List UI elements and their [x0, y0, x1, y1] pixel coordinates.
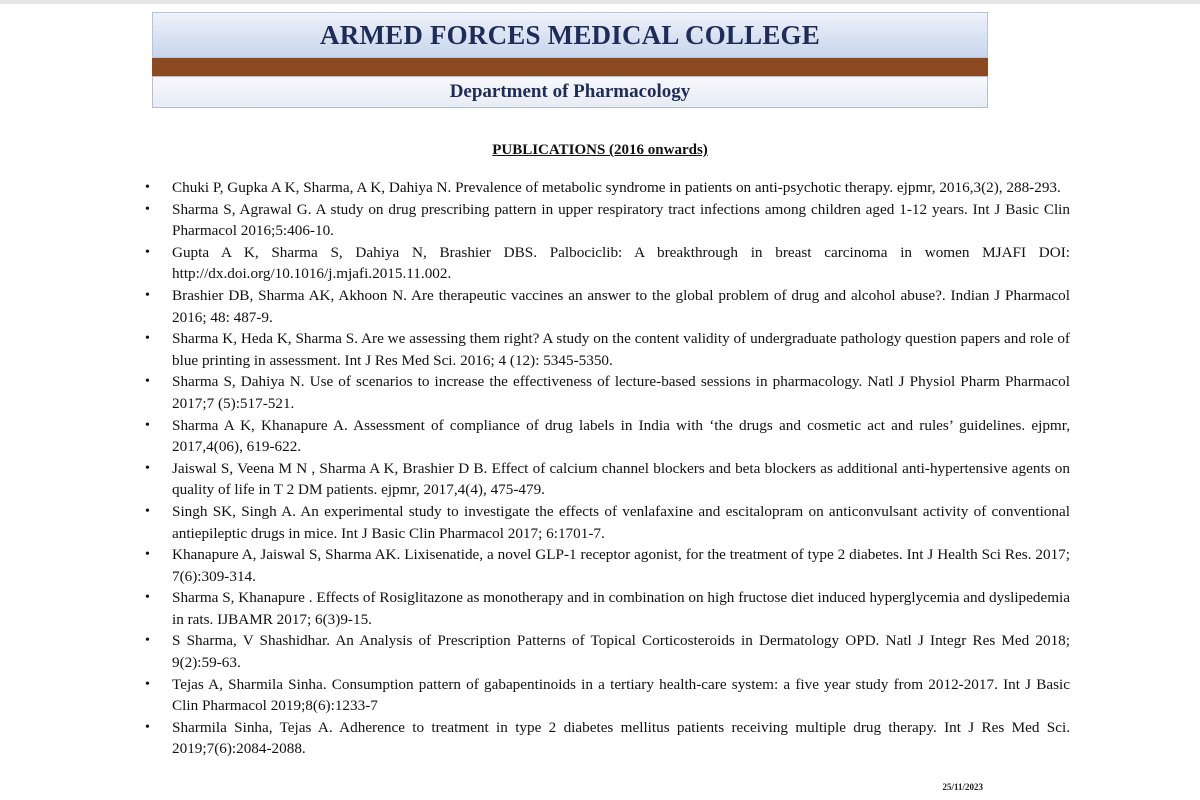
college-title-band [152, 12, 988, 58]
top-edge-line [0, 0, 1200, 4]
bullet-icon: • [145, 503, 150, 519]
bullet-icon: • [145, 719, 150, 735]
publication-citation: Jaiswal S, Veena M N , Sharma A K, Brashier D B. Effect of calcium channel blockers and beta blockers as additional anti-hypertensive agents on quality of life in T 2 DM patients. ejpmr, 2017,4(4), 475-479. [172, 459, 1070, 499]
department-band [152, 76, 988, 108]
bullet-icon: • [145, 287, 150, 303]
publication-citation: S Sharma, V Shashidhar. An Analysis of Prescription Patterns of Topical Corticosteroids in Dermatology OPD. Natl J Integr Res Med 2018; 9(2):59-63. [172, 632, 1070, 672]
publication-item [142, 544, 1070, 587]
publication-item [142, 199, 1070, 242]
bullet-icon: • [145, 633, 150, 649]
publication-citation: Sharma S, Dahiya N. Use of scenarios to increase the effectiveness of lecture-based sessions in pharmacology. Natl J Physiol Pharm Pharmacol 2017;7 (5):517-521. [172, 373, 1070, 412]
publication-citation: Brashier DB, Sharma AK, Akhoon N. Are therapeutic vaccines an answer to the global problem of drug and alcohol abuse?. Indian J Pharmacol 2016; 48: 487-9. [172, 286, 1070, 326]
department-title: Department of Pharmacology [449, 81, 691, 102]
bullet-icon: • [145, 590, 150, 606]
publication-citation: Sharma A K, Khanapure A. Assessment of compliance of drug labels in India with ‘the drugs and cosmetic act and rules’ guidelines. ejpmr, 2017,4(06), 619-622. [172, 416, 1070, 456]
publication-item [142, 177, 1070, 199]
publication-citation: Sharmila Sinha, Tejas A. Adherence to treatment in type 2 diabetes mellitus patients receiving multiple drug therapy. Int J Res Med Sci. 2019;7(6):2084-2088. [172, 718, 1070, 758]
publication-item [142, 501, 1070, 544]
bullet-icon: • [145, 244, 150, 260]
publication-item [142, 630, 1070, 673]
publication-item [142, 415, 1070, 458]
publications-heading: PUBLICATIONS (2016 onwards) [492, 142, 708, 158]
bullet-icon: • [145, 201, 150, 217]
publication-citation: Chuki P, Gupka A K, Sharma, A K, Dahiya N. Prevalence of metabolic syndrome in patients on anti-psychotic therapy. ejpmr, 2016,3(2), 288-293. [172, 179, 1061, 196]
publication-citation: Tejas A, Sharmila Sinha. Consumption pattern of gabapentinoids in a tertiary health-care system: a five year study from 2012-2017. Int J Basic Clin Pharmacol 2019;8(6):1233-7 [172, 675, 1070, 715]
publication-citation: Sharma S, Khanapure . Effects of Rosiglitazone as monotherapy and in combination on high fructose diet induced hyperglycemia and dyslipedemia in rats. IJBAMR 2017; 6(3)9-15. [172, 589, 1070, 628]
publication-item [142, 674, 1070, 717]
bullet-icon: • [145, 374, 150, 390]
bullet-icon: • [145, 547, 150, 563]
publication-list [142, 177, 1070, 760]
publication-citation: Singh SK, Singh A. An experimental study to investigate the effects of venlafaxine and escitalopram on anticonvulsant activity of conventional antiepileptic drugs in mice. Int J Basic Clin Pharmacol 2017; 6:1701-7. [172, 502, 1070, 542]
publication-item [142, 458, 1070, 501]
publication-citation: Sharma S, Agrawal G. A study on drug prescribing pattern in upper respiratory tract infections among children aged 1-12 years. Int J Basic Clin Pharmacol 2016;5:406-10. [172, 200, 1070, 240]
footer-date: 25/11/2023 [942, 782, 983, 792]
header-divider-bar [152, 58, 988, 76]
publication-citation: Sharma K, Heda K, Sharma S. Are we assessing them right? A study on the content validity of undergraduate pathology question papers and role of blue printing in assessment. Int J Res Med Sci. 2016; 4 (12): 5345-5350. [172, 330, 1070, 369]
publication-item [142, 328, 1070, 371]
publication-item [142, 371, 1070, 414]
bullet-icon: • [145, 180, 150, 195]
college-title: ARMED FORCES MEDICAL COLLEGE [320, 19, 820, 50]
publication-item [142, 242, 1070, 285]
publication-citation: Gupta A K, Sharma S, Dahiya N, Brashier DBS. Palbociclib: A breakthrough in breast carcinoma in women MJAFI DOI: http://dx.doi.org/10.1016/j.mjafi.2015.11.002. [172, 243, 1070, 283]
publication-item [142, 717, 1070, 760]
bullet-icon: • [145, 676, 150, 692]
bullet-icon: • [145, 417, 150, 433]
publication-item [142, 285, 1070, 328]
document-header [152, 12, 988, 108]
bullet-icon: • [145, 460, 150, 476]
publication-citation: Khanapure A, Jaiswal S, Sharma AK. Lixisenatide, a novel GLP-1 receptor agonist, for the treatment of type 2 diabetes. Int J Health Sci Res. 2017; 7(6):309-314. [172, 546, 1070, 585]
section-heading [0, 141, 1200, 159]
bullet-icon: • [145, 331, 150, 347]
publication-item [142, 587, 1070, 630]
